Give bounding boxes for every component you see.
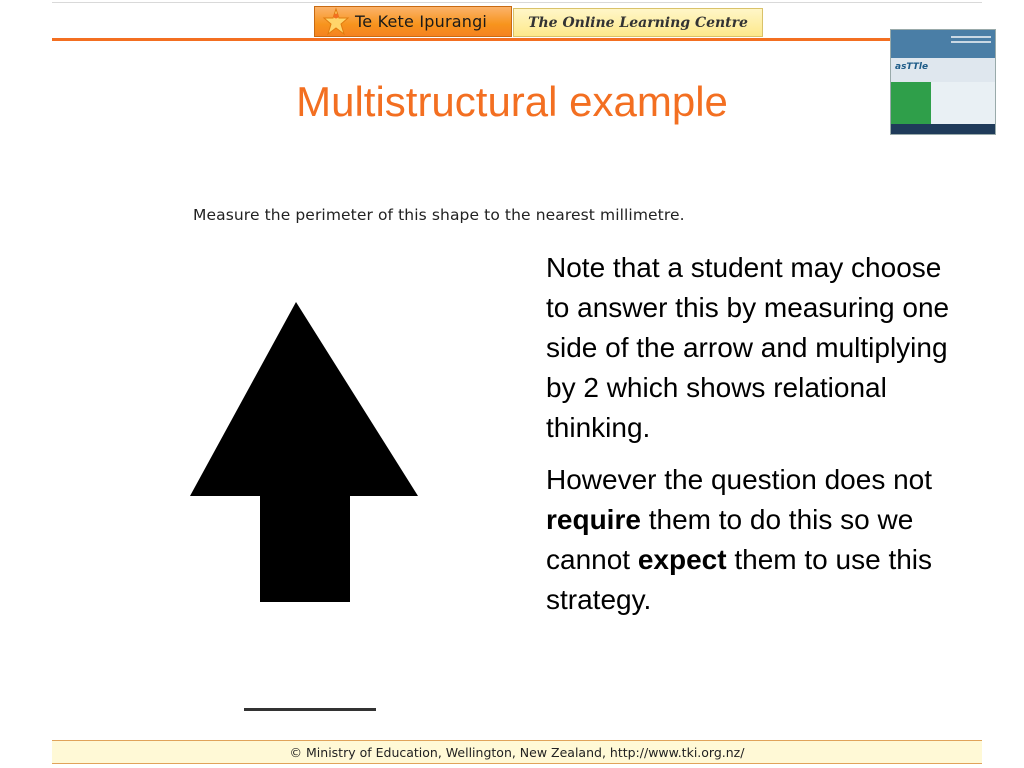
note-paragraph-2 [546, 460, 956, 620]
emphasis-expect: expect [637, 544, 727, 575]
answer-line [244, 708, 376, 711]
footer-text: © Ministry of Education, Wellington, New Zealand, http://www.tki.org.nz/ [289, 744, 745, 760]
star-figure-icon [321, 7, 351, 37]
online-learning-centre-banner[interactable] [513, 8, 763, 37]
thumbnail-logo-text: asTTle [895, 62, 929, 72]
slide-title: Multistructural example [296, 78, 728, 125]
footer-bar [52, 740, 982, 764]
thumbnail-lines [951, 36, 991, 38]
banner-left-text: Te Kete Ipurangi [355, 12, 488, 31]
up-arrow-icon [188, 300, 420, 606]
tki-banner[interactable] [314, 6, 512, 37]
note-paragraph-2-part-3: them to use this strategy. [546, 544, 933, 615]
header-underline [52, 38, 982, 41]
thumbnail-header-band [891, 30, 996, 58]
banner-right-text: The Online Learning Centre [528, 14, 748, 31]
header-top-rule [52, 2, 982, 3]
note-paragraph-1: Note that a student may choose to answer this by measuring one side of the arrow and multiplying by 2 which shows relational thinking. [546, 252, 950, 443]
emphasis-require: require [546, 504, 641, 535]
question-text: Measure the perimeter of this shape to the nearest millimetre. [193, 206, 685, 224]
note-paragraph-2-part-1: However the question does not [546, 464, 933, 495]
note-text [546, 248, 956, 620]
note-paragraph-2-part-2: them to do this so we cannot [546, 504, 914, 575]
